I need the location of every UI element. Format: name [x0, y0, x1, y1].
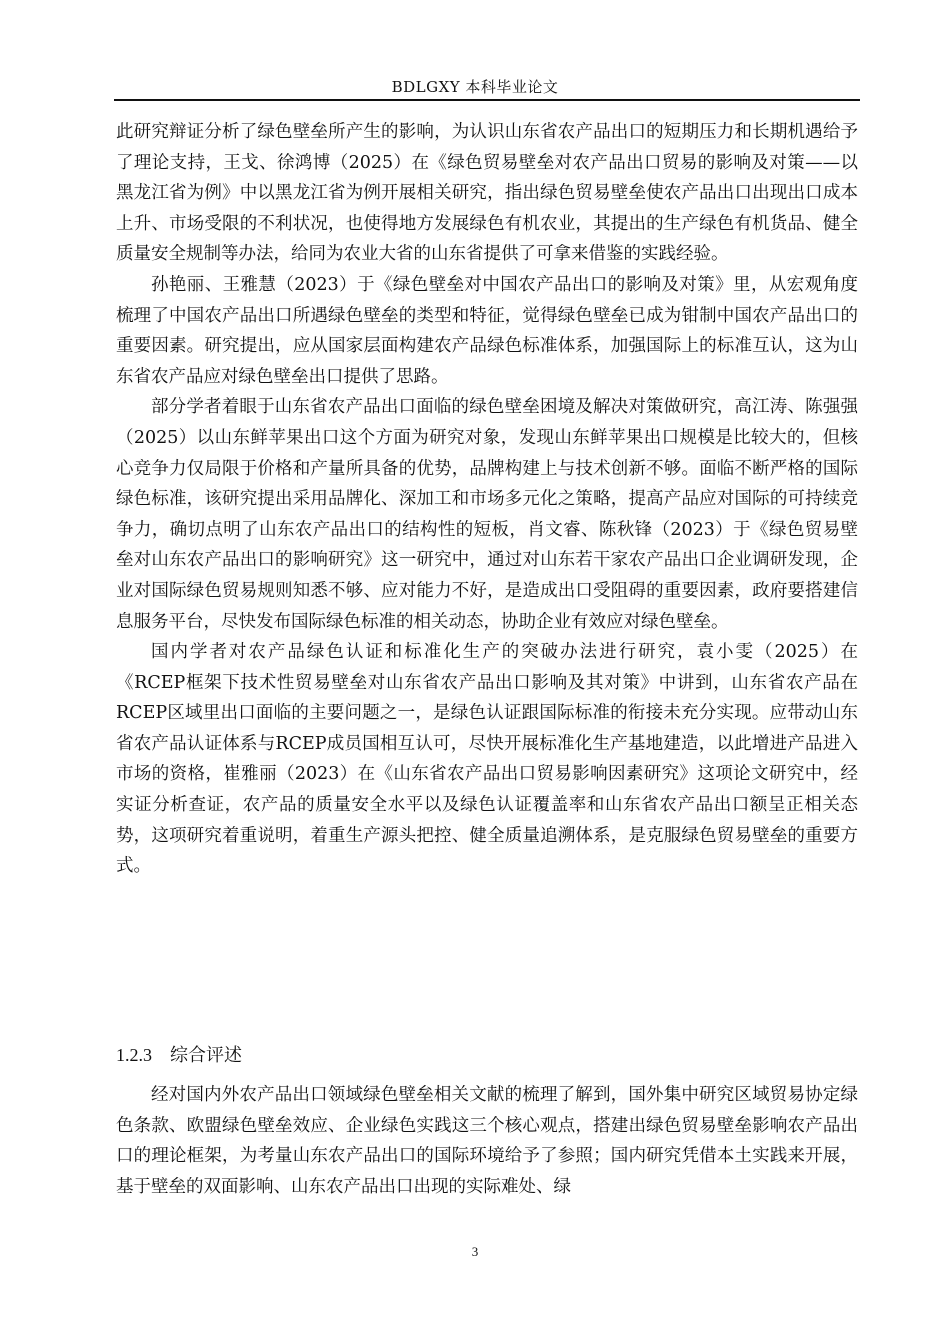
header-divider — [114, 99, 860, 101]
paragraph: 经对国内外农产品出口领域绿色壁垒相关文献的梳理了解到，国外集中研究区域贸易协定绿色条款、欧盟绿色壁垒效应、企业绿色实践这三个核心观点，搭建出绿色贸易壁垒影响农产品出口的理论框架，为考量山东农产品出口的国际环境给予了参照；国内研究凭借本土实践来开展，基于壁垒的双面影响、山东农产品出口出现的实际难处、绿 — [116, 1085, 858, 1197]
body-text — [116, 117, 858, 882]
paragraph-continued: 此研究辩证分析了绿色壁垒所产生的影响，为认识山东省农产品出口的短期压力和长期机遇给予了理论支持，王戈、徐鸿博（2025）在《绿色贸易壁垒对农产品出口贸易的影响及对策——以黑龙江省为例》中以黑龙江省为例开展相关研究，指出绿色贸易壁垒使农产品出口出现出口成本上升、市场受限的不利状况，也使得地方发展绿色有机农业，其提出的生产绿色有机货品、健全质量安全规制等办法，给同为农业大省的山东省提供了可拿来借鉴的实践经验。 — [116, 122, 858, 265]
paragraph: 部分学者着眼于山东省农产品出口面临的绿色壁垒困境及解决对策做研究，高江涛、陈强强（2025）以山东鲜苹果出口这个方面为研究对象，发现山东鲜苹果出口规模是比较大的，但核心竞争力仅局限于价格和产量所具备的优势，品牌构建上与技术创新不够。面临不断严格的国际绿色标准，该研究提出采用品牌化、深加工和市场多元化之策略，提高产品应对国际的可持续竞争力，确切点明了山东农产品出口的结构性的短板，肖文睿、陈秋锋（2023）于《绿色贸易壁垒对山东农产品出口的影响研究》这一研究中，通过对山东若干家农产品出口企业调研发现，企业对国际绿色贸易规则知悉不够、应对能力不好，是造成出口受阻碍的重要因素，政府要搭建信息服务平台，尽快发布国际绿色标准的相关动态，协助企业有效应对绿色壁垒。 — [116, 397, 858, 632]
paragraph: 国内学者对农产品绿色认证和标准化生产的突破办法进行研究，袁小雯（2025）在《RCEP框架下技术性贸易壁垒对山东省农产品出口影响及其对策》中讲到，山东省农产品在RCEP区域里出口面临的主要问题之一，是绿色认证跟国际标准的衔接未充分实现。应带动山东省农产品认证体系与RCEP成员国相互认可，尽快开展标准化生产基地建造，以此增进产品进入市场的资格，崔雅丽（2023）在《山东省农产品出口贸易影响因素研究》这项论文研究中，经实证分析查证，农产品的质量安全水平以及绿色认证覆盖率和山东省农产品出口额呈正相关态势，这项研究着重说明，着重生产源头把控、健全质量追溯体系，是克服绿色贸易壁垒的重要方式。 — [116, 642, 858, 877]
section-heading — [116, 1040, 242, 1071]
page-number: 3 — [471, 1244, 479, 1259]
paragraph: 孙艳丽、王雅慧（2023）于《绿色壁垒对中国农产品出口的影响及对策》里，从宏观角度梳理了中国农产品出口所遇绿色壁垒的类型和特征，觉得绿色壁垒已成为钳制中国农产品出口的重要因素。研究提出，应从国家层面构建农产品绿色标准体系，加强国际上的标准互认，这为山东省农产品应对绿色壁垒出口提供了思路。 — [116, 274, 858, 387]
section-title: 综合评述 — [170, 1045, 242, 1066]
running-header: BDLGXY 本科毕业论文 — [391, 78, 559, 96]
section-number: 1.2.3 — [116, 1045, 152, 1065]
section-body-text — [116, 1080, 858, 1202]
